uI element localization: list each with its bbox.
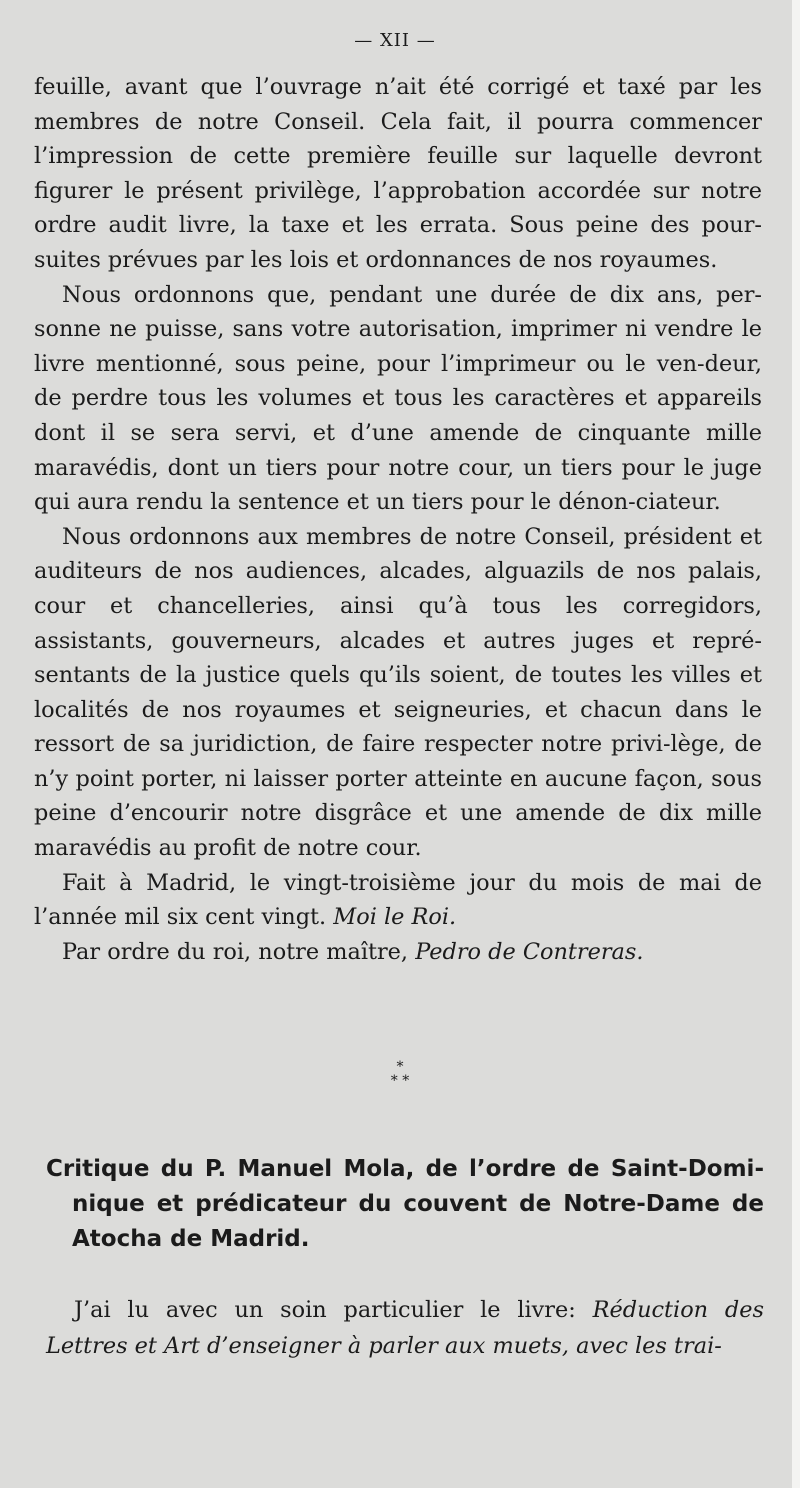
paragraph-6 <box>46 1292 764 1364</box>
royal-signature: Moi le Roi. <box>333 904 457 931</box>
page-number: — XII — <box>354 30 436 51</box>
separator-bottom: * * <box>390 1073 410 1089</box>
second-section-text <box>46 1292 764 1364</box>
section-heading-text: Critique du P. Manuel Mola, de l’ordre de Saint-Domi-nique et prédicateur du couvent de Notre-Dame de Atocha de Madrid. <box>46 1156 764 1252</box>
section-heading <box>46 1152 764 1257</box>
paragraph-4-text: Fait à Madrid, le vingt-troisième jour du mois de mai de l’année mil six cent vingt. <box>34 869 762 931</box>
paragraph-1: feuille, avant que l’ouvrage n’ait été corrigé et taxé par les membres de notre Conseil. Cela fait, il pourra commencer l’impression de cette première feuille sur laquelle devront figurer le présent privilège, l’approbation accordée sur notre ordre audit livre, la taxe et les errata. Sous peine des pour-suites prévues par les lois et ordonnances de nos royaumes. <box>34 74 762 273</box>
book-title: Réduction des Lettres et Art d’enseigner à parler aux muets, avec les trai- <box>46 1297 765 1359</box>
section-separator <box>0 1060 800 1088</box>
paragraph-3: Nous ordonnons aux membres de notre Conseil, président et auditeurs de nos audiences, alcades, alguazils de nos palais, cour et chancelleries, ainsi qu’à tous les corregidors, assistants, gouverneurs, alcades et autres juges et repré-sentants de la justice quels qu’ils soient, de toutes les villes et localités de nos royaumes et seigneuries, et chacun dans le ressort de sa juridiction, de faire respecter notre privi-lège, de n’y point porter, ni laisser porter atteinte en aucune façon, sous peine d’encourir notre disgrâce et une amende de dix mille maravédis au profit de notre cour. <box>34 523 762 862</box>
paragraph-5 <box>34 935 762 970</box>
paragraph-5-text: Par ordre du roi, notre maître, <box>62 938 409 965</box>
secretary-signature: Pedro de Contreras. <box>415 938 644 965</box>
separator-top: * <box>396 1059 404 1075</box>
main-text <box>34 70 762 969</box>
paragraph-2: Nous ordonnons que, pendant une durée de dix ans, per-sonne ne puisse, sans votre autorisation, imprimer ni vendre le livre mentionné, sous peine, pour l’imprimeur ou le ven-deur, de perdre tous les volumes et tous les caractères et appareils dont il se sera servi, et d’une amende de cinquante mille maravédis, dont un tiers pour notre cour, un tiers pour le juge qui aura rendu la sentence et un tiers pour le dénon-ciateur. <box>34 281 762 516</box>
paragraph-6-text: J’ai lu avec un soin particulier le livre: <box>74 1297 576 1323</box>
paragraph-4 <box>34 866 762 935</box>
